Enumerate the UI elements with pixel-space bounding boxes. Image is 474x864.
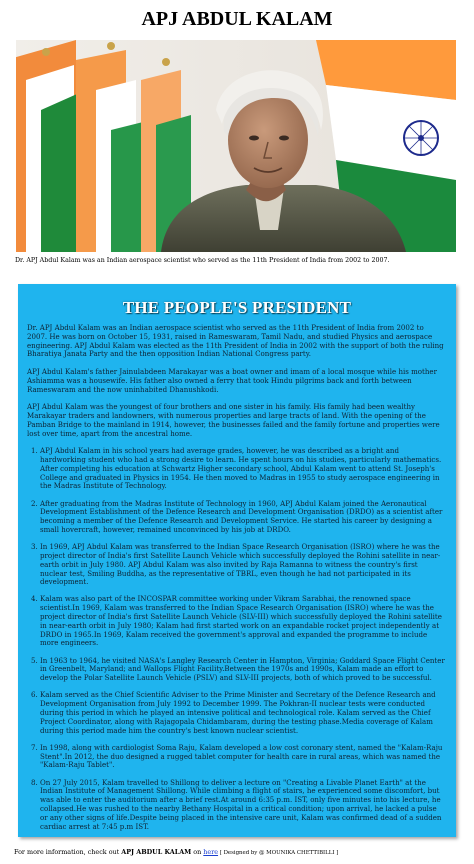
career-list — [27, 447, 446, 831]
list-item: 3. In 1969, APJ Abdul Kalam was transferred to the Indian Space Research Organisation (ISRO) where he was the project director of India's first Satellite Launch Vehicle which successfully deployed the Rohini satellite in near-earth orbit in July 1980. APJ Abdul Kalam was also invited by Raja Ramanna to witness the country's first nuclear test, Smiling Buddha, as the representative of TBRL, even though he had not participated in its development. — [40, 543, 446, 587]
siblings-paragraph: APJ Abdul Kalam was the youngest of four brothers and one sister in his family. His family had been wealthy Marakayar traders and landowners, with numerous properties and large tracts of land. With the opening of the Pamban Bridge to the mainland in 1914, however, the businesses failed and the family fortune and properties were lost over time, apart from the ancestral home. — [27, 402, 440, 438]
intro-paragraph: Dr. APJ Abdul Kalam was an Indian aerospace scientist who served as the 11th President of India from 2002 to 2007. He was born on October 15, 1931, raised in Rameswaram, Tamil Nadu, and studied Physics and aerospace engineering. APJ Abdul Kalam was elected as the 11th President of India in 2002 with the support of both the ruling Bharatiya Janata Party and the then opposition Indian National Congress party. — [27, 323, 444, 359]
page-title: APJ ABDUL KALAM — [141, 8, 333, 30]
card-heading: THE PEOPLE'S PRESIDENT — [122, 298, 352, 317]
list-item: 4. Kalam was also part of the INCOSPAR committee working under Vikram Sarabhai, the renowned space scientist.In 1969, Kalam was transferred to the Indian Space Research Organisation (ISRO) where he was the project director of India's first Satellite Launch Vehicle (SLV-III) which successfully deployed the Rohini satellite in near-earth orbit in July 1980; Kalam had first started work on an expandable rocket project independently at DRDO in 1965.In 1969, Kalam received the government's approval and expanded the programme to include more engineers. — [40, 595, 446, 648]
footer-credit: [ Designed by @ MOUNIKA CHETTIBILLI ] — [218, 850, 339, 856]
list-item: 5. In 1963 to 1964, he visited NASA's Langley Research Center in Hampton, Virginia; Goddard Space Flight Center in Greenbelt, Maryland; and Wallops Flight Facility.Between the 1970s and 1990s, Kalam made an effort to develop the Polar Satellite Launch Vehicle (PSLV) and SLV-III projects, both of which proved to be successful. — [40, 657, 446, 683]
photo-caption: Dr. APJ Abdul Kalam was an Indian aerospace scientist who served as the 11th President of India from 2002 to 2007. — [15, 257, 390, 264]
list-item: 6. Kalam served as the Chief Scientific Adviser to the Prime Minister and Secretary of the Defence Research and Development Organisation from July 1992 to December 1999. The Pokhran-II nuclear tests were conducted during this period in which he played an intensive political and technological role. Kalam served as the Chief Project Coordinator, along with Rajagopala Chidambaram, during the testing phase.Media coverage of Kalam during this period made him the country's best known nuclear scientist. — [40, 691, 446, 735]
kalam-photo — [16, 40, 456, 252]
footer — [14, 848, 464, 857]
list-item: 8. On 27 July 2015, Kalam travelled to Shillong to deliver a lecture on "Creating a Livable Planet Earth" at the Indian Institute of Management Shillong. While climbing a flight of stairs, he experienced some discomfort, but was able to enter the auditorium after a brief rest.At around 6:35 p.m. IST, only five minutes into his lecture, he collapsed.He was rushed to the nearby Bethany Hospital in a critical condition; upon arrival, he lacked a pulse or any other signs of life.Despite being placed in the intensive care unit, Kalam was confirmed dead of a sudden cardiac arrest at 7:45 p.m IST. — [40, 779, 446, 832]
card-body — [27, 324, 446, 837]
family-paragraph: APJ Abdul Kalam's father Jainulabdeen Marakayar was a boat owner and imam of a local mosque while his mother Ashiamma was a housewife. His father also owned a ferry that took Hindu pilgrims back and forth between Rameswaram and the now uninhabited Dhanushkodi. — [27, 366, 437, 394]
more-info-link[interactable]: here — [203, 848, 219, 856]
footer-on: on — [191, 848, 204, 856]
list-item: 1. APJ Abdul Kalam in his school years had average grades, however, he was described as a bright and hardworking student who had a strong desire to learn. He spent hours on his studies, particularly mathematics. After completing his education at Schwartz Higher secondary school, Abdul Kalam went to attend St. Joseph's College and graduated in Physics in 1954. He then moved to Madras in 1955 to study aerospace engineering in the Madras Institute of Technology. — [40, 447, 446, 491]
list-item: 2. After graduating from the Madras Institute of Technology in 1960, APJ Abdul Kalam joined the Aeronautical Development Establishment of the Defence Research and Development Organisation (DRDO) as a scientist after becoming a member of the Defence Research and Development Service. He started his career by designing a small hovercraft, however, remained unconvinced by his job at DRDO. — [40, 500, 446, 535]
footer-name: APJ ABDUL KALAM — [121, 848, 192, 856]
kalam-photo-illustration — [16, 40, 456, 252]
footer-prefix: For more information, check out — [14, 848, 122, 856]
list-item: 7. In 1998, along with cardiologist Soma Raju, Kalam developed a low cost coronary stent, named the "Kalam-Raju Stent".In 2012, the duo designed a rugged tablet computer for health care in rural areas, which was named the "Kalam-Raju Tablet". — [40, 744, 446, 770]
presidency-card — [18, 284, 456, 837]
